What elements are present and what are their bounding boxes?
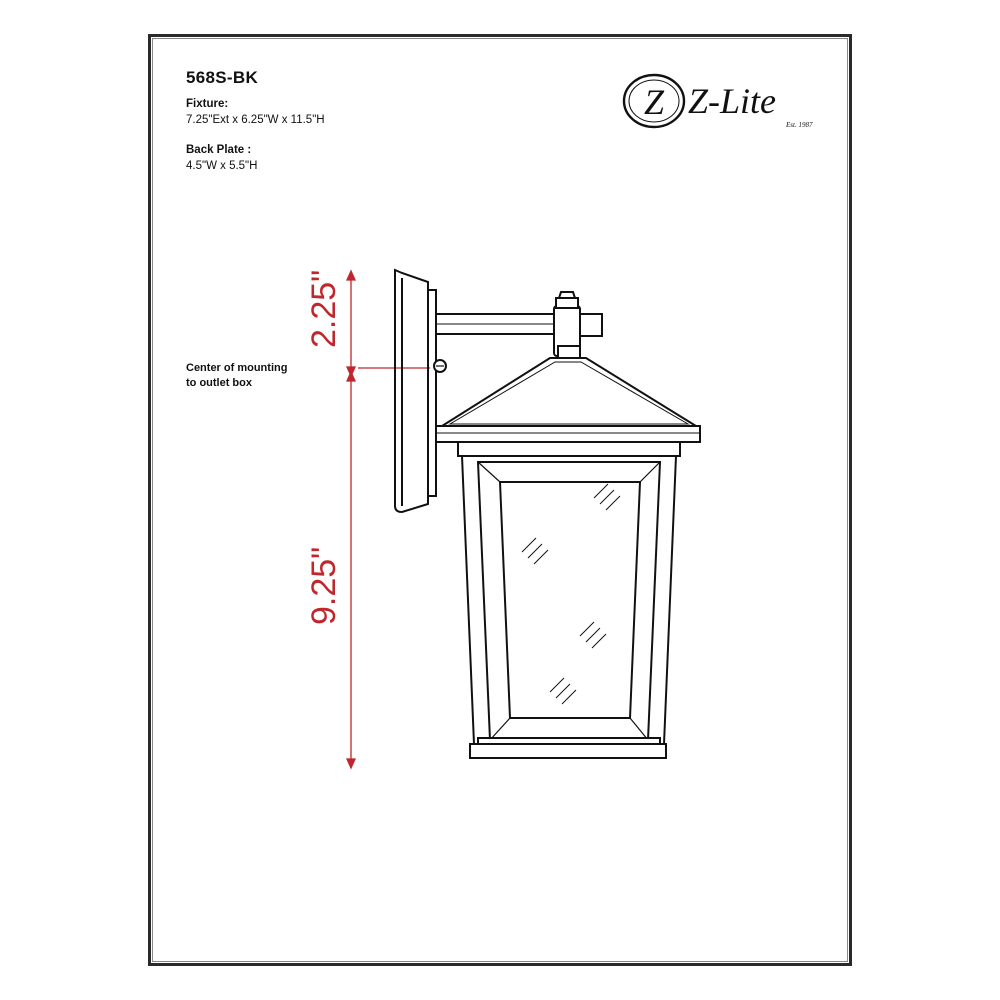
model-number: 568S-BK: [186, 68, 259, 87]
body-top-band: [458, 442, 680, 456]
finial: [559, 292, 575, 298]
mounting-arm: [436, 292, 602, 358]
upper-dimension-label: 2.25": [305, 269, 343, 348]
fixture-label: Fixture:: [186, 98, 229, 110]
back-plate-rim: [428, 290, 436, 496]
logo-monogram: Z: [643, 82, 665, 122]
z-lite-logo: [624, 75, 813, 129]
logo-established: Est. 1987: [786, 121, 813, 129]
mounting-note-line1: Center of mounting: [186, 362, 288, 374]
arm-cap: [580, 314, 602, 336]
base-plate: [470, 744, 666, 758]
logo-brand: Z-Lite: [688, 81, 777, 121]
lower-dimension-label: 9.25": [305, 546, 343, 625]
roof-brim: [436, 426, 700, 442]
lower-arrow-bottom: [347, 759, 355, 768]
body-frame-outer: [462, 456, 676, 744]
fixture-dimensions: 7.25"Ext x 6.25"W x 11.5"H: [186, 114, 325, 126]
stem-collar: [558, 346, 580, 358]
back-plate: [395, 270, 446, 512]
lantern-roof: [436, 358, 700, 442]
dimension-lines: [347, 271, 430, 768]
mounting-note-line2: to outlet box: [186, 377, 252, 389]
lantern-body: [458, 442, 680, 758]
upper-arrow-top: [347, 271, 355, 280]
backplate-dimensions: 4.5"W x 5.5"H: [186, 160, 258, 172]
back-plate-body: [395, 270, 428, 512]
finial-base: [556, 298, 578, 308]
roof-cone: [442, 358, 696, 426]
backplate-label: Back Plate :: [186, 144, 252, 156]
lower-arrow-top: [347, 372, 355, 381]
